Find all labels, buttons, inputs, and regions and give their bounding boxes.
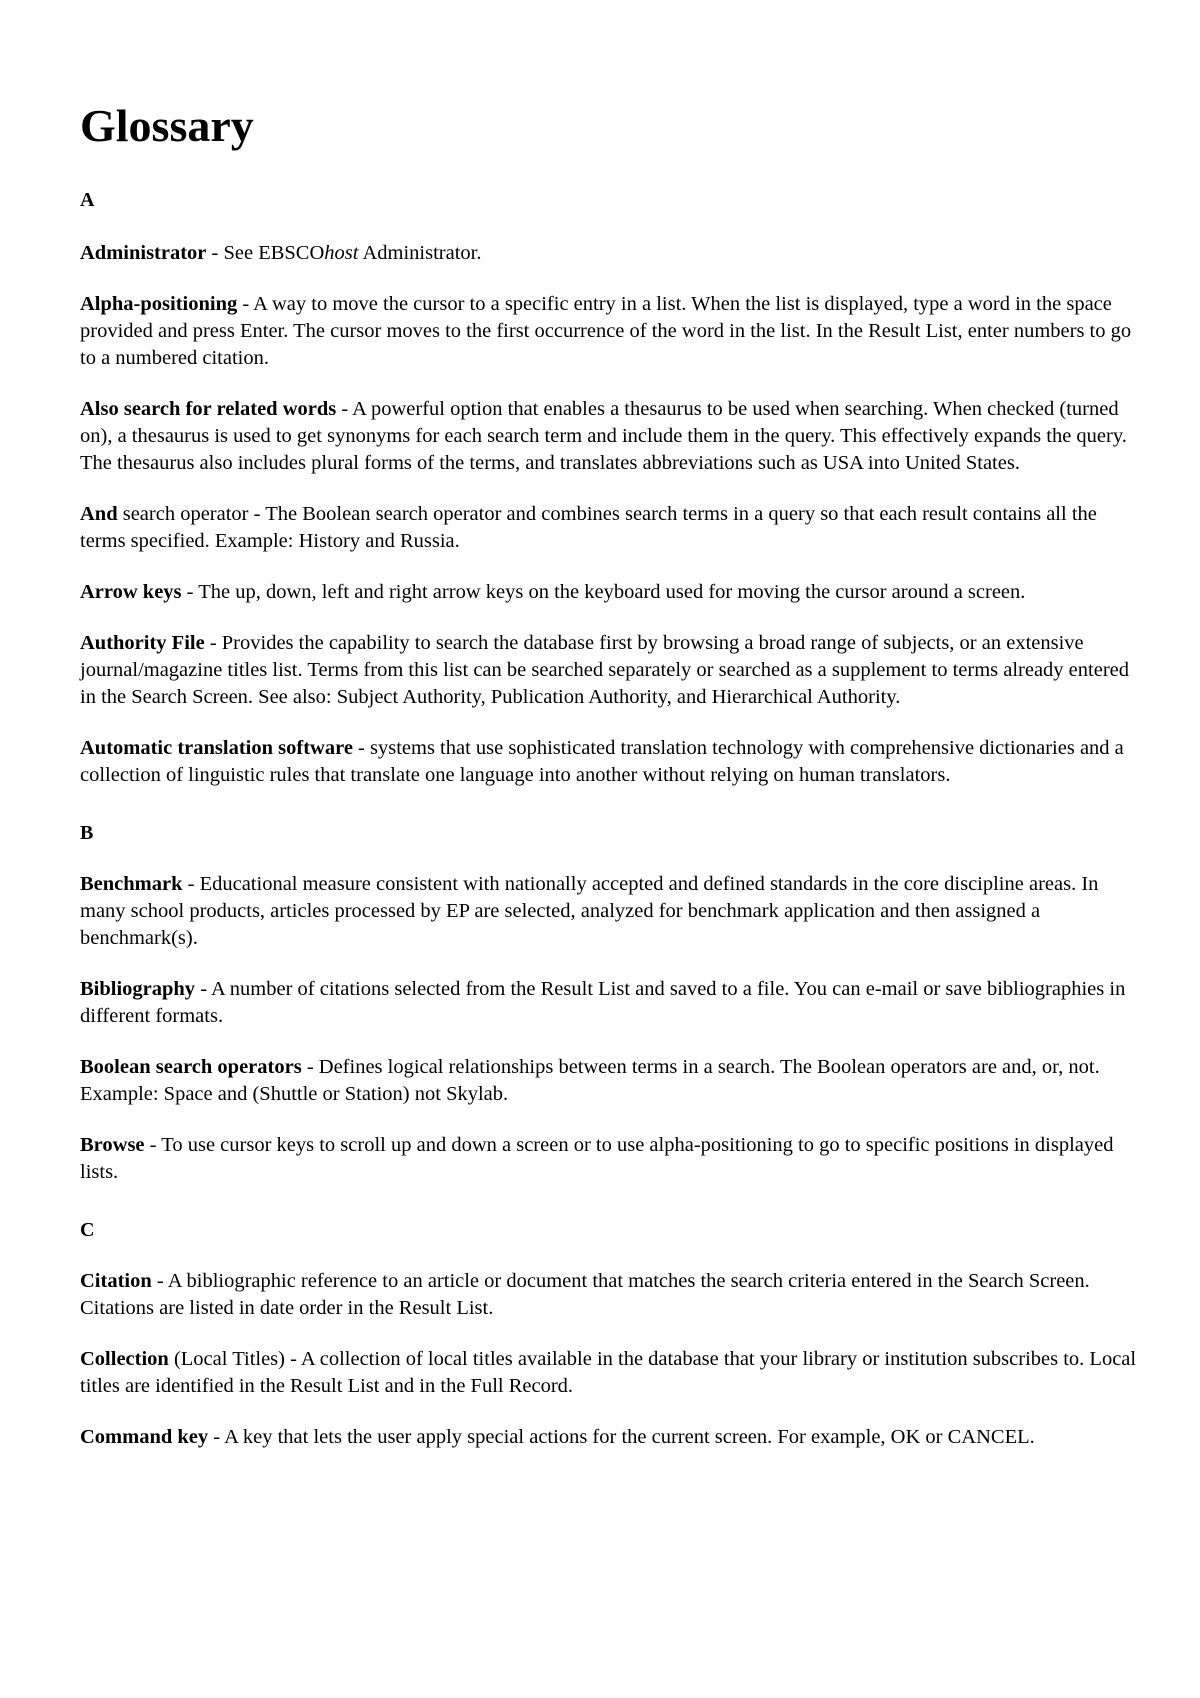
entry-text: - A bibliographic reference to an article or document that matches the search criteria entered in the Search Screen. Citations are listed in date order in the Result List. xyxy=(80,1270,1090,1319)
entry-text: (Local Titles) - A collection of local titles available in the database that your library or institution subscribes to. Local titles are identified in the Result List and in the Full Record. xyxy=(80,1348,1137,1397)
section-b xyxy=(80,819,1142,1186)
entry-text: - A key that lets the user apply special actions for the current screen. For example, OK or CANCEL. xyxy=(208,1426,1035,1448)
entry-term: Collection xyxy=(80,1348,169,1370)
page-title: Glossary xyxy=(80,100,254,151)
entry-text: - Educational measure consistent with nationally accepted and defined standards in the core discipline areas. In many school products, articles processed by EP are selected, analyzed for benchmark application and then assigned a benchmark(s). xyxy=(80,873,1099,949)
glossary-entry-also-search xyxy=(80,396,1142,477)
entry-text: - See EBSCO xyxy=(206,242,325,264)
section-letter: C xyxy=(80,1219,95,1241)
glossary-entry-citation xyxy=(80,1268,1142,1322)
glossary-entry-automatic-translation xyxy=(80,735,1142,789)
glossary-entry-bibliography xyxy=(80,976,1142,1030)
entry-term: Authority File xyxy=(80,632,205,654)
entry-text: - systems that use sophisticated translation technology with comprehensive dictionaries and a collection of linguistic rules that translate one language into another without relying on human translators. xyxy=(80,737,1124,786)
glossary-entry-authority-file xyxy=(80,630,1142,711)
entry-term: Also search for related words xyxy=(80,398,337,420)
entry-text: - Defines logical relationships between terms in a search. The Boolean operators are and, or, not. Example: Space and (Shuttle or Station) not Skylab. xyxy=(80,1056,1100,1105)
entry-text: - A number of citations selected from the Result List and saved to a file. You can e-mail or save bibliographies in different formats. xyxy=(80,978,1126,1027)
entry-term: And xyxy=(80,503,118,525)
glossary-page xyxy=(80,96,1142,1451)
entry-text: - Provides the capability to search the database first by browsing a broad range of subjects, or an extensive journal/magazine titles list. Terms from this list can be searched separately or searched as a supplement to terms already entered in the Search Screen. See also: Subject Authority, Publication Authority, and Hierarchical Authority. xyxy=(80,632,1130,708)
entry-term: Benchmark xyxy=(80,873,183,895)
section-letter: B xyxy=(80,822,94,844)
glossary-entry-collection xyxy=(80,1346,1142,1400)
entry-text: - A powerful option that enables a thesaurus to be used when searching. When checked (turned on), a thesaurus is used to get synonyms for each search term and include them in the query. This effectively expands the query. The thesaurus also includes plural forms of the terms, and translates abbreviations such as USA into United States. xyxy=(80,398,1127,474)
glossary-entry-command-key xyxy=(80,1424,1142,1451)
entry-italic: host xyxy=(324,242,359,264)
entry-term: Boolean search operators xyxy=(80,1056,302,1078)
glossary-entry-arrow-keys xyxy=(80,579,1142,606)
glossary-entry-browse xyxy=(80,1132,1142,1186)
glossary-entry-administrator xyxy=(80,240,1142,267)
glossary-entry-and xyxy=(80,501,1142,555)
entry-term: Browse xyxy=(80,1134,145,1156)
entry-term: Command key xyxy=(80,1426,209,1448)
entry-term: Citation xyxy=(80,1270,152,1292)
glossary-entry-alpha-positioning xyxy=(80,291,1142,372)
entry-term: Automatic translation software xyxy=(80,737,353,759)
entry-text: - To use cursor keys to scroll up and down a screen or to use alpha-positioning to go to specific positions in displayed lists. xyxy=(80,1134,1114,1183)
entry-term: Administrator xyxy=(80,242,207,264)
section-a xyxy=(80,186,1142,789)
entry-term: Arrow keys xyxy=(80,581,182,603)
section-letter: A xyxy=(80,189,95,211)
entry-text: - A way to move the cursor to a specific entry in a list. When the list is displayed, type a word in the space provided and press Enter. The cursor moves to the first occurrence of the word in the list. In the Result List, enter numbers to go to a numbered citation. xyxy=(80,293,1132,369)
entry-text: - The up, down, left and right arrow keys on the keyboard used for moving the cursor around a screen. xyxy=(181,581,1026,603)
glossary-entry-boolean-operators xyxy=(80,1054,1142,1108)
entry-text-after: Administrator. xyxy=(358,242,482,264)
glossary-entry-benchmark xyxy=(80,871,1142,952)
entry-term: Bibliography xyxy=(80,978,196,1000)
entry-term: Alpha-positioning xyxy=(80,293,238,315)
entry-text: search operator - The Boolean search operator and combines search terms in a query so that each result contains all the terms specified. Example: History and Russia. xyxy=(80,503,1097,552)
section-c xyxy=(80,1216,1142,1451)
